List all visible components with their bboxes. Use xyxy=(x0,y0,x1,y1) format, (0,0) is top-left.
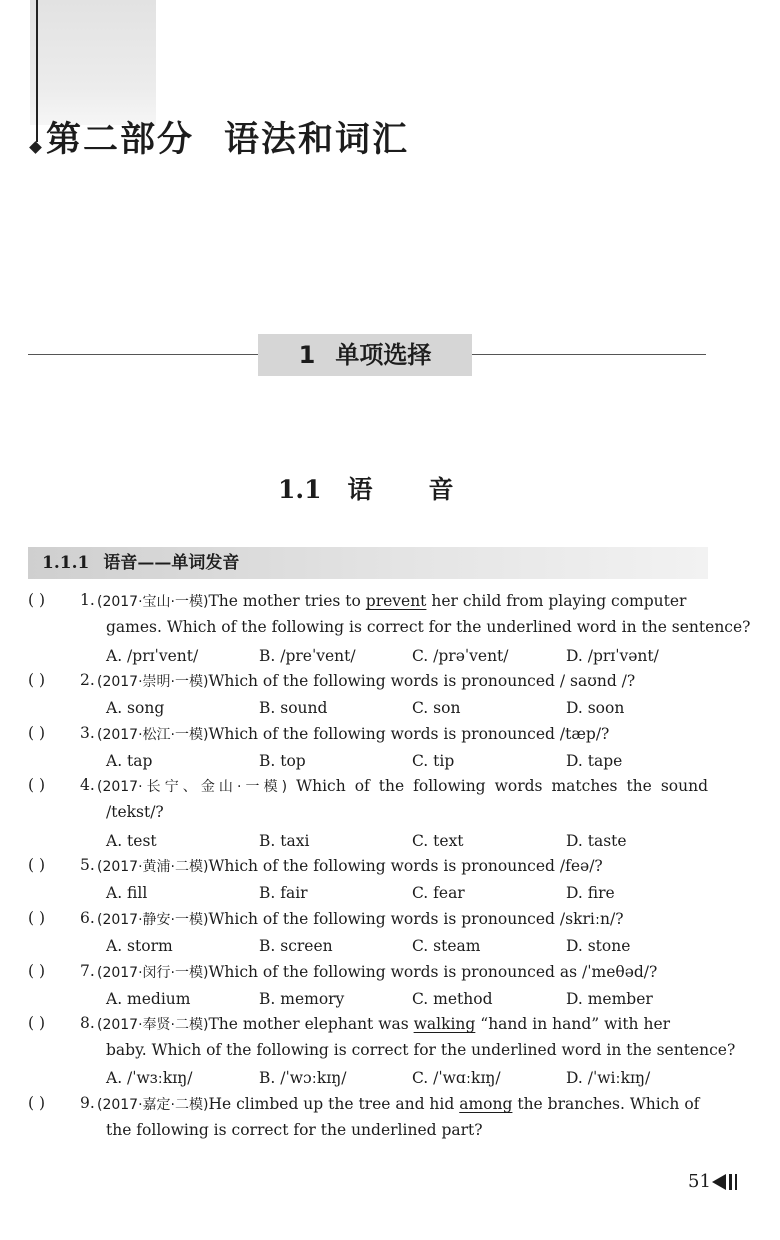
question-source: (2017·奉贤·二模) xyxy=(97,1017,209,1033)
section-rule-left xyxy=(28,354,258,355)
subsubsection-title: 语音——单词发音 xyxy=(103,553,240,573)
section-heading xyxy=(258,334,472,376)
question-number: 6. xyxy=(80,909,95,927)
question-stem: (2017·闵行·一模)Which of the following words is pronounced as /ˈmeθəd/? xyxy=(97,963,658,981)
question-stem-line2: baby. Which of the following is correct for the underlined word in the sentence? xyxy=(106,1041,736,1059)
option-d: D. tape xyxy=(566,752,623,770)
question-stem: (2017·黄浦·二模)Which of the following words is pronounced /feə/? xyxy=(97,857,603,875)
section-title: 单项选择 xyxy=(335,341,432,369)
answer-blank[interactable]: ( ) xyxy=(28,1014,46,1032)
part-marker-bar xyxy=(36,0,38,142)
option-b: B. memory xyxy=(259,990,345,1008)
underlined-word: walking xyxy=(413,1015,476,1033)
question-number: 5. xyxy=(80,856,95,874)
answer-blank[interactable]: ( ) xyxy=(28,591,46,609)
question-stem: (2017·嘉定·二模)He climbed up the tree and hid among the branches. Which of xyxy=(97,1095,700,1113)
question-stem: (2017·长宁、金山·一模) Which of the following words matches the sound xyxy=(97,777,709,795)
question-source: (2017·静安·一模) xyxy=(97,912,209,928)
answer-blank[interactable]: ( ) xyxy=(28,856,46,874)
question-source: (2017·松江·一模) xyxy=(97,727,209,743)
question-number: 3. xyxy=(80,724,95,742)
question-source: (2017·宝山·一模) xyxy=(97,594,209,610)
question-source: (2017·长宁、金山·一模) xyxy=(97,779,288,795)
option-d: D. soon xyxy=(566,699,625,717)
question-stem-line2: games. Which of the following is correct for the underlined word in the sentence? xyxy=(106,618,751,636)
option-b: B. top xyxy=(259,752,306,770)
option-c: C. tip xyxy=(412,752,455,770)
option-d: D. stone xyxy=(566,937,631,955)
option-b: B. /preˈvent/ xyxy=(259,647,356,665)
question-number: 8. xyxy=(80,1014,95,1032)
part-label: 第二部分 xyxy=(46,119,195,160)
question-stem: (2017·崇明·一模)Which of the following words is pronounced / saʊnd /? xyxy=(97,672,636,690)
answer-blank[interactable]: ( ) xyxy=(28,909,46,927)
option-d: D. member xyxy=(566,990,653,1008)
question-number: 2. xyxy=(80,671,95,689)
section-number: 1 xyxy=(298,341,316,369)
question-stem: (2017·奉贤·二模)The mother elephant was walking “hand in hand” with her xyxy=(97,1015,671,1033)
option-d: D. fire xyxy=(566,884,615,902)
option-c: C. /prəˈvent/ xyxy=(412,647,509,665)
question-stem-line2: /tekst/? xyxy=(106,803,164,821)
question-number: 7. xyxy=(80,962,95,980)
subsection-number: 1.1 xyxy=(278,475,322,504)
option-a: A. fill xyxy=(106,884,148,902)
question-stem: (2017·静安·一模)Which of the following words is pronounced /skriːn/? xyxy=(97,910,624,928)
question-source: (2017·嘉定·二模) xyxy=(97,1097,209,1113)
option-a: A. /ˈwɜːkɪŋ/ xyxy=(106,1069,193,1087)
option-c: C. /ˈwɑːkɪŋ/ xyxy=(412,1069,501,1087)
subsection-title-char2: 音 xyxy=(428,475,454,504)
page-marker-icon xyxy=(712,1172,742,1192)
subsubsection-heading xyxy=(28,547,708,579)
option-c: C. method xyxy=(412,990,493,1008)
option-b: B. fair xyxy=(259,884,308,902)
question-number: 9. xyxy=(80,1094,95,1112)
corner-shade xyxy=(30,0,156,125)
question-stem: (2017·松江·一模)Which of the following words is pronounced /tæp/? xyxy=(97,725,610,743)
part-heading xyxy=(46,112,409,162)
underlined-word: among xyxy=(459,1095,513,1113)
question-number: 4. xyxy=(80,776,95,794)
option-a: A. test xyxy=(106,832,157,850)
option-a: A. storm xyxy=(106,937,173,955)
option-c: C. fear xyxy=(412,884,465,902)
question-stem-line2: the following is correct for the underlined part? xyxy=(106,1121,483,1139)
underlined-word: prevent xyxy=(365,592,427,610)
question-source: (2017·黄浦·二模) xyxy=(97,859,209,875)
option-a: A. tap xyxy=(106,752,153,770)
subsection-title-char1: 语 xyxy=(347,475,373,504)
option-d: D. /ˈwiːkɪŋ/ xyxy=(566,1069,651,1087)
section-rule-right xyxy=(472,354,706,355)
option-c: C. steam xyxy=(412,937,481,955)
answer-blank[interactable]: ( ) xyxy=(28,671,46,689)
page-number: 51 xyxy=(688,1171,711,1192)
option-d: D. /prɪˈvənt/ xyxy=(566,647,659,665)
question-number: 1. xyxy=(80,591,95,609)
option-a: A. /prɪˈvent/ xyxy=(106,647,199,665)
option-c: C. text xyxy=(412,832,464,850)
question-source: (2017·崇明·一模) xyxy=(97,674,209,690)
answer-blank[interactable]: ( ) xyxy=(28,724,46,742)
part-title: 语法和词汇 xyxy=(224,119,410,160)
answer-blank[interactable]: ( ) xyxy=(28,776,46,794)
question-source: (2017·闵行·一模) xyxy=(97,965,209,981)
question-stem: (2017·宝山·一模)The mother tries to prevent her child from playing computer xyxy=(97,592,687,610)
option-d: D. taste xyxy=(566,832,627,850)
answer-blank[interactable]: ( ) xyxy=(28,962,46,980)
answer-blank[interactable]: ( ) xyxy=(28,1094,46,1112)
option-a: A. song xyxy=(106,699,165,717)
subsection-heading xyxy=(278,470,454,506)
option-c: C. son xyxy=(412,699,461,717)
option-b: B. sound xyxy=(259,699,328,717)
option-b: B. taxi xyxy=(259,832,310,850)
option-b: B. screen xyxy=(259,937,333,955)
option-a: A. medium xyxy=(106,990,191,1008)
part-marker-diamond xyxy=(29,141,42,154)
subsubsection-number: 1.1.1 xyxy=(42,553,90,573)
option-b: B. /ˈwɔːkɪŋ/ xyxy=(259,1069,347,1087)
